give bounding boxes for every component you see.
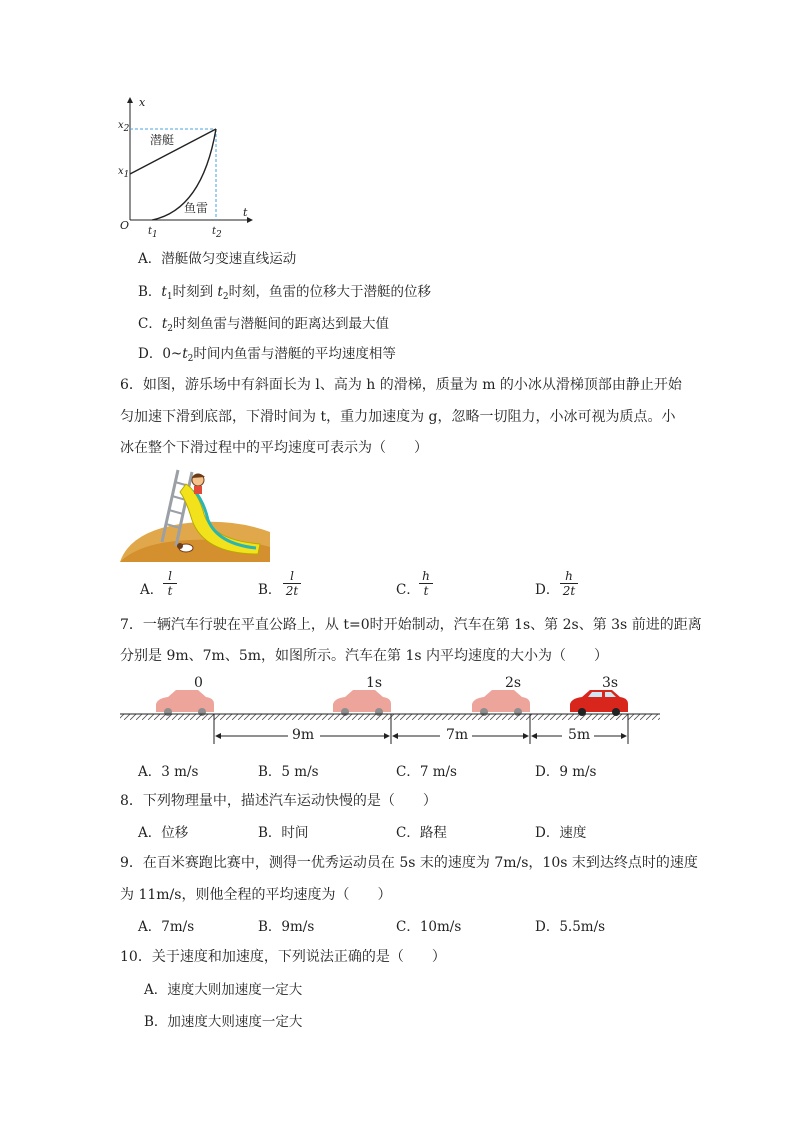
q8-option-c: C．路程	[396, 825, 447, 841]
q9-option-a: A．7m/s	[138, 919, 195, 935]
dist-label-5m: 5m	[568, 727, 591, 743]
q10-stem: 10．关于速度和加速度，下列说法正确的是（ ）	[120, 949, 446, 965]
q6-option-a-label: A．	[140, 582, 164, 598]
q6-option-d-fraction: $\frac{h}{2t}$	[560, 569, 578, 598]
q7-option-a: A．3 m/s	[138, 764, 199, 780]
car-1	[333, 690, 391, 716]
dist-label-7m: 7m	[446, 727, 469, 743]
q5-option-a: A．潜艇做匀变速直线运动	[138, 251, 297, 267]
origin-label: O	[120, 219, 130, 232]
car-2	[472, 690, 530, 716]
q6-option-a-fraction: $\frac{l}{t}$	[163, 569, 177, 598]
time-label-1s: 1s	[366, 675, 383, 691]
q9-stem-line1: 9．在百米赛跑比赛中，测得一优秀运动员在 5s 末的速度为 7m/s，10s 末到达终点时的速度	[120, 855, 698, 871]
q5-option-b: B．$t_1$时刻到 $t_2$时刻，鱼雷的位移大于潜艇的位移	[138, 284, 432, 302]
slide-illustration	[120, 462, 270, 562]
q9-stem-line2: 为 11m/s，则他全程的平均速度为（ ）	[120, 887, 392, 903]
q6-stem-line1: 6．如图，游乐场中有斜面长为 l、高为 h 的滑梯，质量为 m 的小冰从滑梯顶部由静止开始	[120, 377, 682, 393]
time-label-0: 0	[194, 675, 203, 691]
q5-option-d: D．$0\sim t_2$时间内鱼雷与潜艇的平均速度相等	[138, 346, 396, 364]
q7-stem-line2: 分别是 9m、7m、5m，如图所示。汽车在第 1s 内平均速度的大小为（ ）	[120, 648, 608, 664]
submarine-label: 潜艇	[150, 133, 175, 147]
axis-t-label: t	[243, 206, 248, 219]
q10-option-a: A．速度大则加速度一定大	[144, 982, 303, 998]
q8-option-a: A．位移	[138, 825, 189, 841]
x1-label: $x_1$	[118, 166, 130, 180]
t1-label: $t_1$	[148, 226, 158, 240]
time-label-3s: 3s	[602, 675, 619, 691]
q6-option-c-fraction: $\frac{h}{t}$	[419, 569, 433, 598]
q8-option-d: D．速度	[535, 825, 587, 841]
t2-label: $t_2$	[212, 226, 222, 240]
time-label-2s: 2s	[505, 675, 522, 691]
q5-option-c: C．$t_2$时刻鱼雷与潜艇间的距离达到最大值	[138, 316, 390, 334]
xt-graph	[110, 92, 270, 242]
q6-option-b-label: B．	[258, 582, 282, 598]
x2-label: $x_2$	[118, 120, 130, 134]
q9-option-b: B．9m/s	[258, 919, 315, 935]
q9-option-d: D．5.5m/s	[535, 919, 606, 935]
q6-option-b-fraction: $\frac{l}{2t}$	[283, 569, 301, 598]
car-0	[156, 690, 214, 716]
q8-stem: 8．下列物理量中，描述汽车运动快慢的是（ ）	[120, 793, 437, 809]
q9-option-c: C．10m/s	[396, 919, 462, 935]
dist-label-9m: 9m	[292, 727, 315, 743]
q6-option-d-label: D．	[535, 582, 560, 598]
q6-stem-line3: 冰在整个下滑过程中的平均速度可表示为（ ）	[120, 440, 428, 456]
q7-option-b: B．5 m/s	[258, 764, 319, 780]
q7-option-d: D．9 m/s	[535, 764, 597, 780]
q10-option-b: B．加速度大则速度一定大	[144, 1014, 303, 1030]
q7-option-c: C．7 m/s	[396, 764, 457, 780]
torpedo-label: 鱼雷	[184, 201, 209, 215]
axis-x-label: x	[139, 96, 146, 109]
car-3	[570, 690, 628, 716]
q6-stem-line2: 匀加速下滑到底部，下滑时间为 t，重力加速度为 g，忽略一切阻力，小冰可视为质点。小	[120, 409, 676, 425]
q7-stem-line1: 7．一辆汽车行驶在平直公路上，从 t=0时开始制动，汽车在第 1s、第 2s、第 3s 前进的距离	[120, 617, 702, 633]
q6-option-c-label: C．	[396, 582, 420, 598]
q8-option-b: B．时间	[258, 825, 309, 841]
